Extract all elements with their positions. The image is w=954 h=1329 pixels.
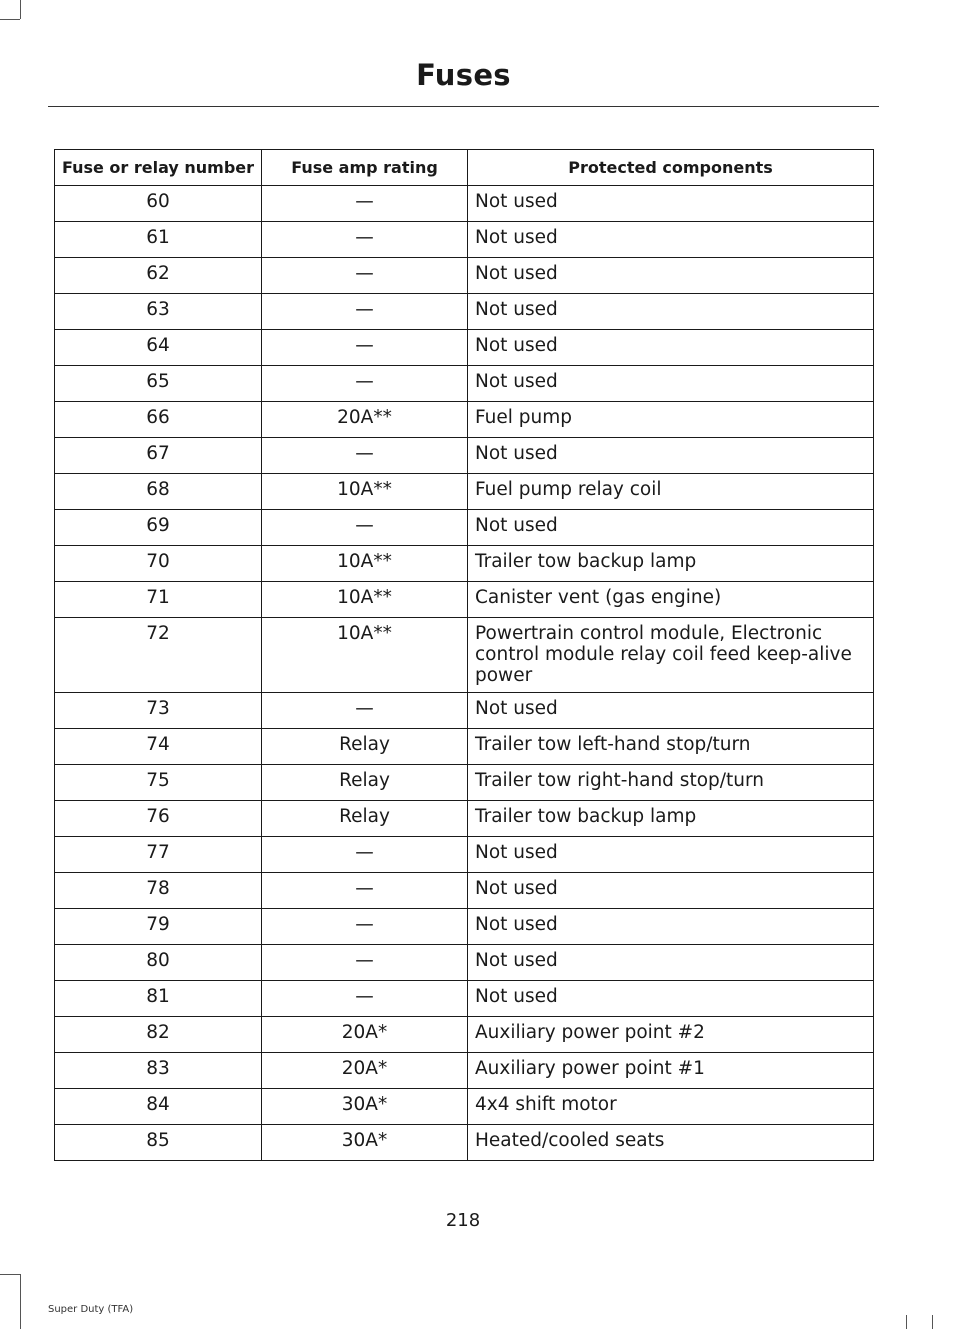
table-row — [55, 1017, 874, 1053]
protected-component-cell: Not used — [468, 837, 874, 873]
amp-rating-cell: — — [262, 438, 468, 474]
fuse-number-cell: 66 — [55, 402, 262, 438]
table-row — [55, 402, 874, 438]
amp-rating-cell: — — [262, 510, 468, 546]
table-row — [55, 258, 874, 294]
page-title: Fuses — [416, 58, 511, 92]
amp-rating-cell: — — [262, 873, 468, 909]
table-row — [55, 765, 874, 801]
table-row — [55, 1125, 874, 1161]
protected-component-cell: Trailer tow backup lamp — [468, 546, 874, 582]
table-row — [55, 366, 874, 402]
amp-rating-cell: 10A** — [262, 546, 468, 582]
table-row — [55, 186, 874, 222]
amp-rating-cell: — — [262, 186, 468, 222]
fuse-number-cell: 85 — [55, 1125, 262, 1161]
protected-component-cell: Not used — [468, 186, 874, 222]
table-row — [55, 945, 874, 981]
protected-component-cell: Not used — [468, 693, 874, 729]
table-header-row — [55, 150, 874, 186]
amp-rating-cell: — — [262, 258, 468, 294]
table-row — [55, 618, 874, 693]
fuse-number-cell: 72 — [55, 618, 262, 693]
title-divider — [48, 106, 879, 107]
protected-component-cell: Not used — [468, 258, 874, 294]
table-row — [55, 546, 874, 582]
header-fuse-number: Fuse or relay number — [55, 150, 262, 186]
table-row — [55, 582, 874, 618]
protected-component-cell: Not used — [468, 945, 874, 981]
amp-rating-cell: 30A* — [262, 1089, 468, 1125]
fuse-number-cell: 76 — [55, 801, 262, 837]
fuse-number-cell: 80 — [55, 945, 262, 981]
fuse-table — [54, 149, 874, 1161]
page-number: 218 — [445, 1210, 481, 1231]
table-row — [55, 909, 874, 945]
table-row — [55, 474, 874, 510]
table-row — [55, 837, 874, 873]
protected-component-cell: Heated/cooled seats — [468, 1125, 874, 1161]
protected-component-cell: Not used — [468, 366, 874, 402]
fuse-number-cell: 84 — [55, 1089, 262, 1125]
table-row — [55, 330, 874, 366]
fuse-number-cell: 78 — [55, 873, 262, 909]
amp-rating-cell: 20A* — [262, 1017, 468, 1053]
protected-component-cell: Powertrain control module, Electronic control module relay coil feed keep-alive power — [468, 618, 874, 693]
protected-component-cell: Canister vent (gas engine) — [468, 582, 874, 618]
protected-component-cell: Not used — [468, 981, 874, 1017]
table-row — [55, 729, 874, 765]
amp-rating-cell: Relay — [262, 729, 468, 765]
header-amp-rating: Fuse amp rating — [262, 150, 468, 186]
protected-component-cell: Fuel pump relay coil — [468, 474, 874, 510]
fuse-number-cell: 77 — [55, 837, 262, 873]
amp-rating-cell: 10A** — [262, 474, 468, 510]
protected-component-cell: Auxiliary power point #1 — [468, 1053, 874, 1089]
footer-model: Super Duty (TFA) — [48, 1304, 134, 1315]
crop-mark-bottom-right-v2 — [932, 1315, 933, 1329]
amp-rating-cell: — — [262, 981, 468, 1017]
fuse-number-cell: 61 — [55, 222, 262, 258]
table-row — [55, 873, 874, 909]
amp-rating-cell: — — [262, 294, 468, 330]
table-row — [55, 510, 874, 546]
fuse-number-cell: 70 — [55, 546, 262, 582]
table-row — [55, 1053, 874, 1089]
table-row — [55, 438, 874, 474]
fuse-number-cell: 69 — [55, 510, 262, 546]
crop-mark-top-left-v — [20, 0, 21, 19]
protected-component-cell: Trailer tow right-hand stop/turn — [468, 765, 874, 801]
amp-rating-cell: Relay — [262, 801, 468, 837]
table-row — [55, 294, 874, 330]
protected-component-cell: Not used — [468, 222, 874, 258]
protected-component-cell: Not used — [468, 330, 874, 366]
table-body — [55, 186, 874, 1161]
fuse-number-cell: 68 — [55, 474, 262, 510]
crop-mark-top-left-h — [0, 19, 20, 20]
amp-rating-cell: — — [262, 366, 468, 402]
table-row — [55, 801, 874, 837]
amp-rating-cell: — — [262, 909, 468, 945]
protected-component-cell: Not used — [468, 909, 874, 945]
protected-component-cell: Trailer tow backup lamp — [468, 801, 874, 837]
amp-rating-cell: — — [262, 693, 468, 729]
table-row — [55, 693, 874, 729]
fuse-number-cell: 64 — [55, 330, 262, 366]
protected-component-cell: Auxiliary power point #2 — [468, 1017, 874, 1053]
amp-rating-cell: — — [262, 837, 468, 873]
amp-rating-cell: Relay — [262, 765, 468, 801]
amp-rating-cell: — — [262, 330, 468, 366]
crop-mark-bottom-left-h — [0, 1274, 20, 1275]
protected-component-cell: Not used — [468, 294, 874, 330]
protected-component-cell: Trailer tow left-hand stop/turn — [468, 729, 874, 765]
table-row — [55, 1089, 874, 1125]
fuse-number-cell: 60 — [55, 186, 262, 222]
amp-rating-cell: — — [262, 945, 468, 981]
amp-rating-cell: — — [262, 222, 468, 258]
header-protected-components: Protected components — [468, 150, 874, 186]
amp-rating-cell: 20A* — [262, 1053, 468, 1089]
amp-rating-cell: 20A** — [262, 402, 468, 438]
fuse-number-cell: 74 — [55, 729, 262, 765]
fuse-number-cell: 73 — [55, 693, 262, 729]
fuse-number-cell: 82 — [55, 1017, 262, 1053]
fuse-number-cell: 75 — [55, 765, 262, 801]
fuse-number-cell: 81 — [55, 981, 262, 1017]
crop-mark-bottom-right-v1 — [906, 1315, 907, 1329]
protected-component-cell: Fuel pump — [468, 402, 874, 438]
fuse-number-cell: 79 — [55, 909, 262, 945]
protected-component-cell: 4x4 shift motor — [468, 1089, 874, 1125]
amp-rating-cell: 30A* — [262, 1125, 468, 1161]
fuse-number-cell: 67 — [55, 438, 262, 474]
fuse-number-cell: 71 — [55, 582, 262, 618]
fuse-number-cell: 62 — [55, 258, 262, 294]
protected-component-cell: Not used — [468, 510, 874, 546]
protected-component-cell: Not used — [468, 438, 874, 474]
table-row — [55, 981, 874, 1017]
fuse-number-cell: 83 — [55, 1053, 262, 1089]
crop-mark-bottom-left-v — [20, 1274, 21, 1329]
fuse-number-cell: 63 — [55, 294, 262, 330]
fuse-number-cell: 65 — [55, 366, 262, 402]
amp-rating-cell: 10A** — [262, 618, 468, 693]
table-row — [55, 222, 874, 258]
protected-component-cell: Not used — [468, 873, 874, 909]
amp-rating-cell: 10A** — [262, 582, 468, 618]
